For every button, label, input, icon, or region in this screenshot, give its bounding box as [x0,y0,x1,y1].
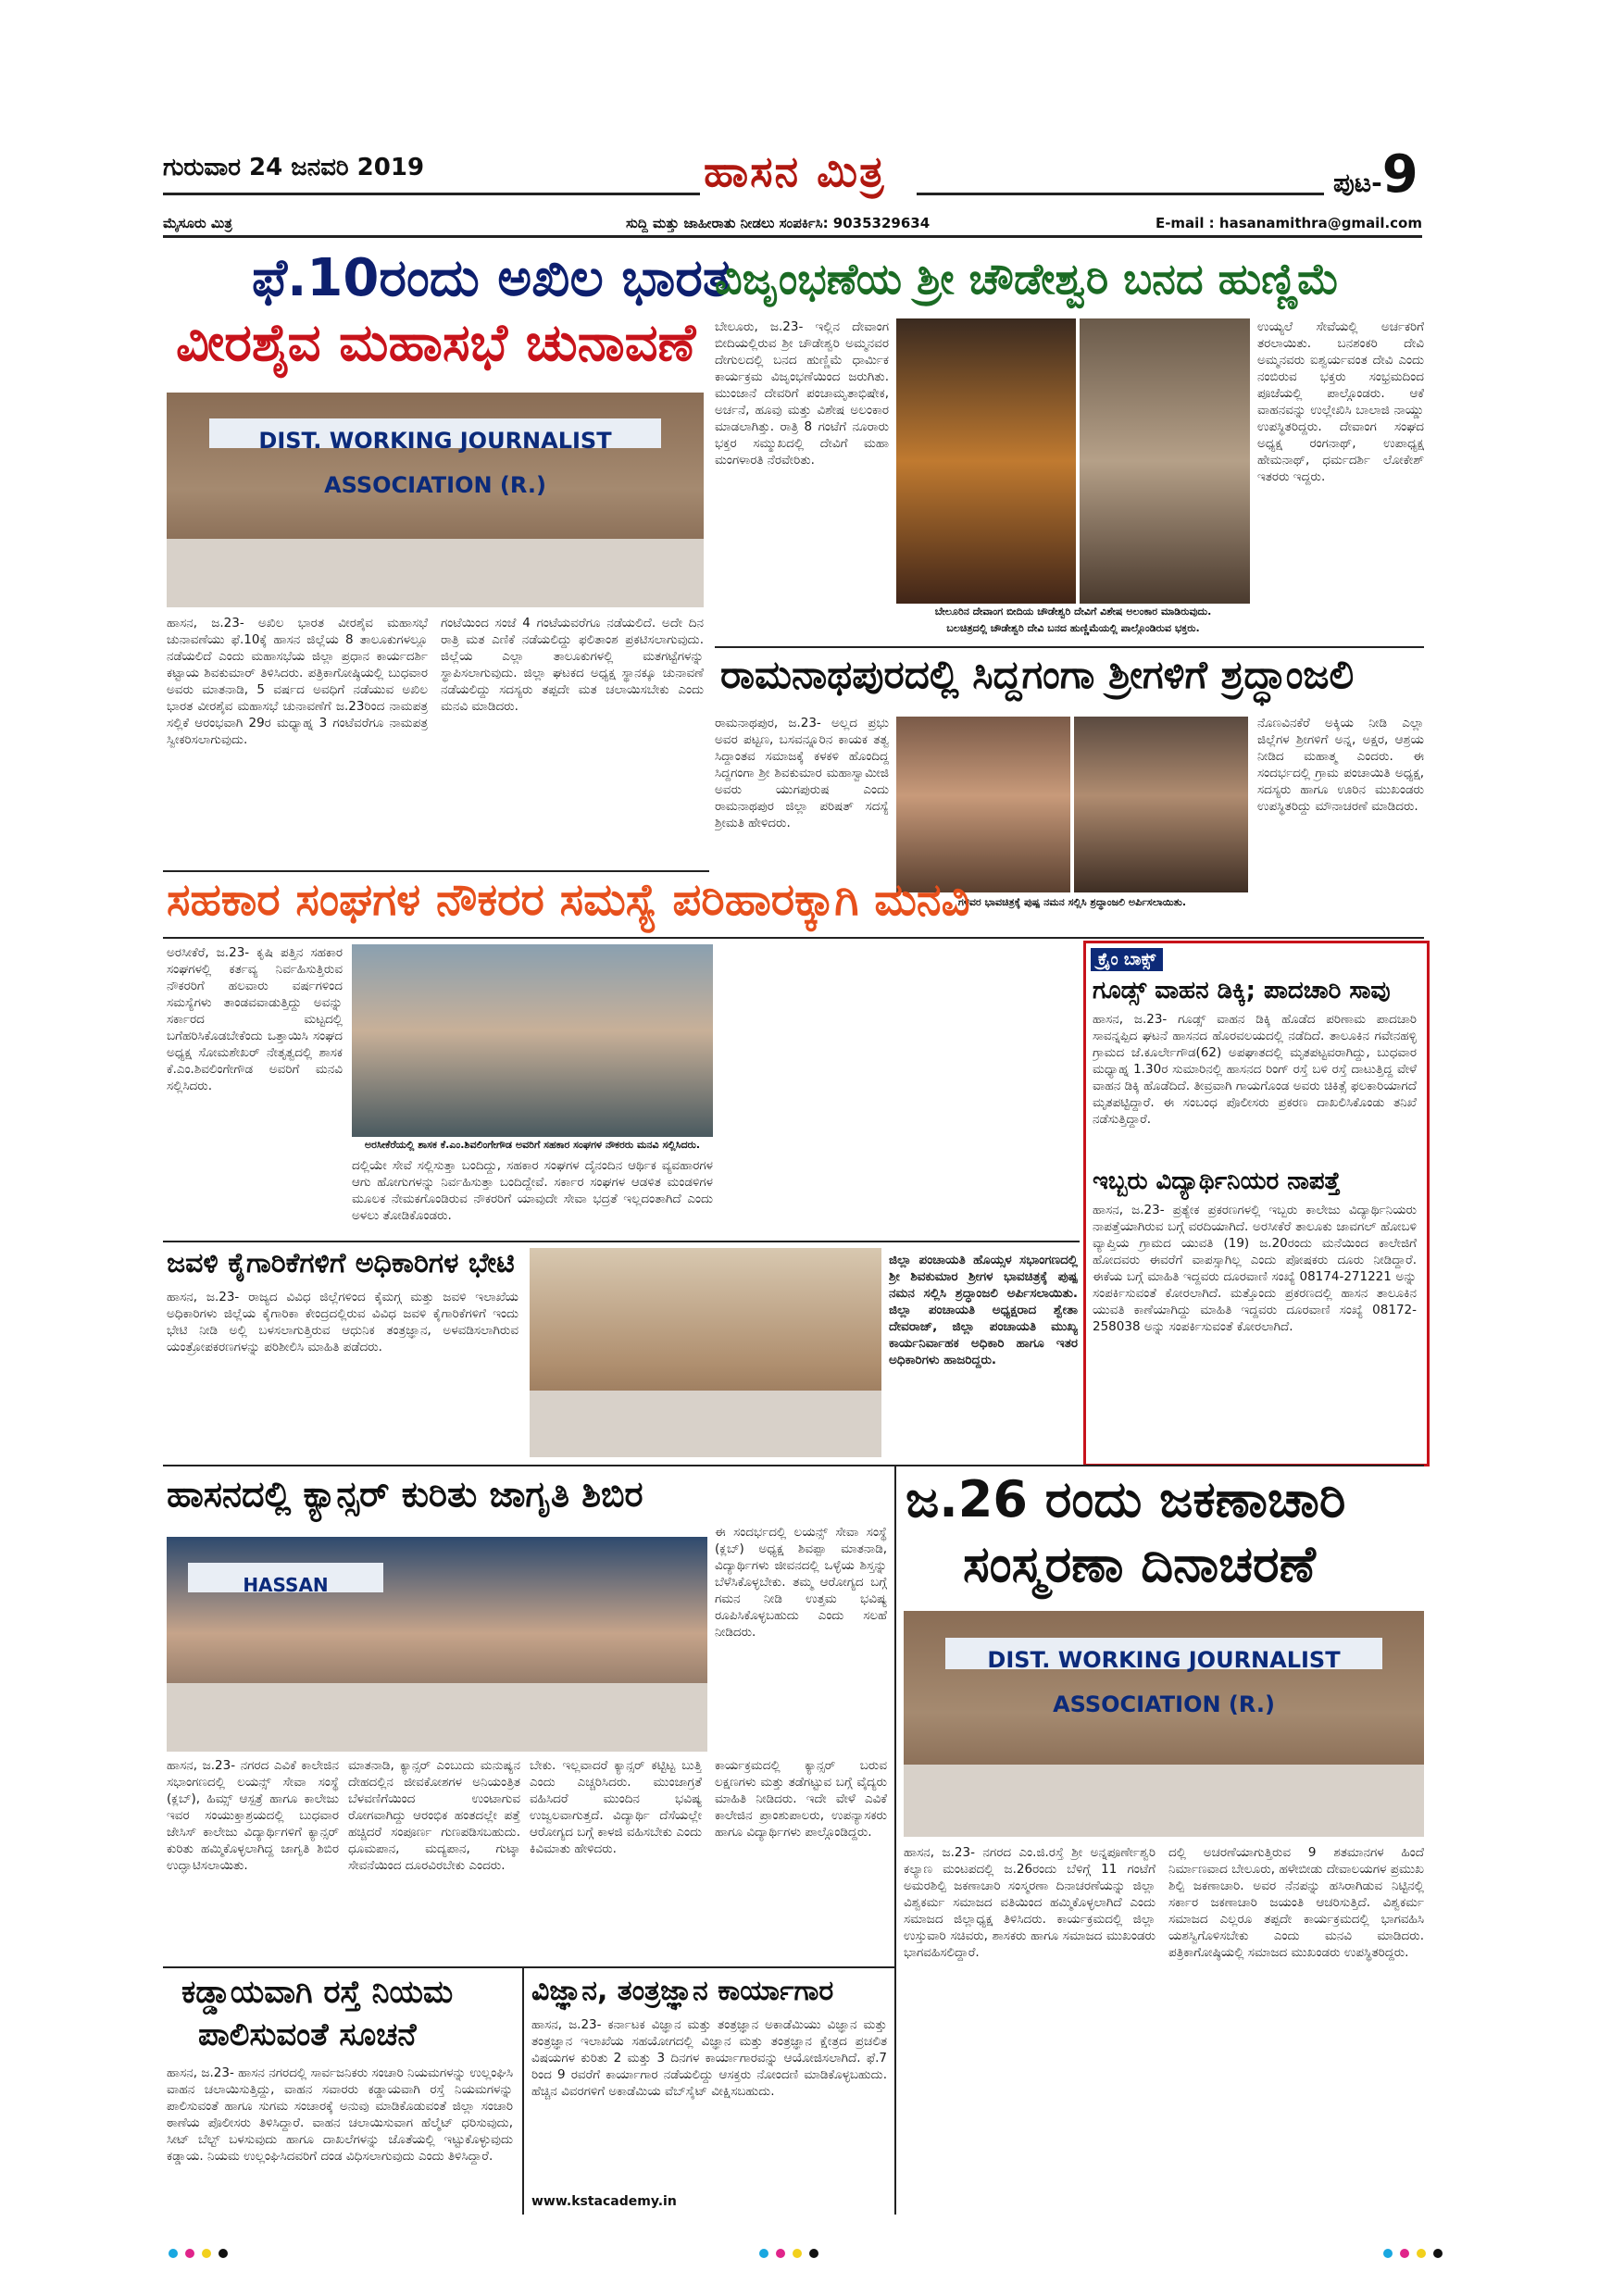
article-body-raste: ಹಾಸನ, ಜ.23- ಹಾಸನ ನಗರದಲ್ಲಿ ಸಾರ್ವಜನಿಕರು ಸಂಚಾರಿ ನಿಯಮಗಳನ್ನು ಉಲ್ಲಂಘಿಸಿ ವಾಹನ ಚಲಾಯಿಸುತ್ತಿದ್ದು, ವಾಹನ ಸವಾರರು ಕಡ್ಡಾಯವಾಗಿ ರಸ್ತೆ ನಿಯಮಗಳನ್ನು ಪಾಲಿಸುವಂತೆ ಹಾಗೂ ಸುಗಮ ಸಂಚಾರಕ್ಕೆ ಅನುವು ಮಾಡಿಕೊಡುವಂತೆ ಜಿಲ್ಲಾ ಸಂಚಾರಿ ಠಾಣೆಯ ಪೊಲೀಸರು ತಿಳಿಸಿದ್ದಾರೆ. ವಾಹನ ಚಲಾಯಿಸುವಾಗ ಹೆಲ್ಮೆಟ್ ಧರಿಸುವುದು, ಸೀಟ್ ಬೆಲ್ಟ್ ಬಳಸುವುದು ಹಾಗೂ ದಾಖಲೆಗಳನ್ನು ಜೊತೆಯಲ್ಲಿ ಇಟ್ಟುಕೊಳ್ಳುವುದು ಕಡ್ಡಾಯ. ನಿಯಮ ಉಲ್ಲಂಘಿಸಿದವರಿಗೆ ದಂಡ ವಿಧಿಸಲಾಗುವುದು ಎಂದು ತಿಳಿಸಿದ್ದಾರೆ. [167,2065,513,2164]
registration-marks-center [759,2244,826,2262]
caption-chowdeshwari-1: ಬೇಲೂರಿನ ದೇವಾಂಗ ಬೀದಿಯ ಚೌಡೇಶ್ವರಿ ದೇವಿಗೆ ವಿಶೇಷ ಅಲಂಕಾರ ಮಾಡಿರುವುದು. [896,605,1250,618]
photo-tribute-1 [896,717,1070,892]
caption-siddaganga: ಗಳವರ ಭಾವಚಿತ್ರಕ್ಕೆ ಪುಷ್ಪ ನಮನ ಸಲ್ಲಿಸಿ ಶ್ರದ್ಧಾಂಜಲಿ ಅರ್ಪಿಸಲಾಯಿತು. [896,896,1248,909]
article-body-cancer-2: ಮಾತನಾಡಿ, ಕ್ಯಾನ್ಸರ್ ಎಂಬುದು ಮನುಷ್ಯನ ದೇಹದಲ್ಲಿನ ಜೀವಕೋಶಗಳ ಅನಿಯಂತ್ರಿತ ಬೆಳವಣಿಗೆಯಿಂದ ಉಂಟಾಗುವ ರೋಗವಾಗಿದ್ದು ಆರಂಭಿಕ ಹಂತದಲ್ಲೇ ಪತ್ತೆ ಹಚ್ಚಿದರೆ ಸಂಪೂರ್ಣ ಗುಣಪಡಿಸಬಹುದು. ಧೂಮಪಾನ, ಮದ್ಯಪಾನ, ಗುಟ್ಕಾ ಸೇವನೆಯಿಂದ ದೂರವಿರಬೇಕು ಎಂದರು. [348,1758,520,1873]
divider [894,1466,896,2215]
crime-box-tag: ಕ್ರೈಂ ಬಾಕ್ಸ್ [1091,948,1163,971]
registration-marks-right [1383,2244,1450,2262]
caption-zp-tribute: ಜಿಲ್ಲಾ ಪಂಚಾಯತಿ ಹೊಯ್ಸಳ ಸಭಾಂಗಣದಲ್ಲಿ ಶ್ರೀ ಶಿವಕುಮಾರ ಶ್ರೀಗಳ ಭಾವಚಿತ್ರಕ್ಕೆ ಪುಷ್ಪ ನಮನ ಸಲ್ಲಿಸಿ ಶ್ರದ್ಧಾಂಜಲಿ ಅರ್ಪಿಸಲಾಯಿತು. ಜಿಲ್ಲಾ ಪಂಚಾಯತಿ ಅಧ್ಯಕ್ಷರಾದ ಶ್ವೇತಾ ದೇವರಾಜ್, ಜಿಲ್ಲಾ ಪಂಚಾಯತಿ ಮುಖ್ಯ ಕಾರ್ಯನಿರ್ವಾಹಕ ಅಧಿಕಾರಿ ಹಾಗೂ ಇತರ ಅಧಿಕಾರಿಗಳು ಹಾಜರಿದ್ದರು. [889,1253,1078,1367]
article-body-vijnana: ಹಾಸನ, ಜ.23- ಕರ್ನಾಟಕ ವಿಜ್ಞಾನ ಮತ್ತು ತಂತ್ರಜ್ಞಾನ ಅಕಾಡೆಮಿಯು ವಿಜ್ಞಾನ ಮತ್ತು ತಂತ್ರಜ್ಞಾನ ಇಲಾಖೆಯ ಸಹಯೋಗದಲ್ಲಿ ವಿಜ್ಞಾನ ಮತ್ತು ತಂತ್ರಜ್ಞಾನ ಕ್ಷೇತ್ರದ ಪ್ರಚಲಿತ ವಿಷಯಗಳ ಕುರಿತು 2 ಮತ್ತು 3 ದಿನಗಳ ಕಾರ್ಯಾಗಾರವನ್ನು ಆಯೋಜಿಸಲಾಗಿದೆ. ಫೆ.7 ರಿಂದ 9 ರವರೆಗೆ ಕಾರ್ಯಾಗಾರ ನಡೆಯಲಿದ್ದು ಆಸಕ್ತರು ನೋಂದಣಿ ಮಾಡಿಕೊಳ್ಳಬಹುದು. ಹೆಚ್ಚಿನ ವಿವರಗಳಿಗೆ ಅಕಾಡೆಮಿಯ ವೆಬ್‌ಸೈಟ್ ವೀಕ್ಷಿಸಬಹುದು. [531,2017,887,2099]
divider [163,937,1424,939]
headline-vijnana: ವಿಜ್ಞಾನ, ತಂತ್ರಜ್ಞಾನ ಕಾರ್ಯಾಗಾರ [531,1975,834,2007]
article-body-cancer-1: ಹಾಸನ, ಜ.23- ನಗರದ ಎವಿಕೆ ಕಾಲೇಜಿನ ಸಭಾಂಗಣದಲ್ಲಿ ಲಯನ್ಸ್ ಸೇವಾ ಸಂಸ್ಥೆ (ಕ್ಲಬ್), ಹಿಮ್ಸ್ ಆಸ್ಪತ್ರೆ ಹಾಗೂ ಕಾಲೇಜು ಇವರ ಸಂಯುಕ್ತಾಶ್ರಯದಲ್ಲಿ ಬುಧವಾರ ಜೇಸಿಸ್ ಕಾಲೇಜು ವಿದ್ಯಾರ್ಥಿಗಳಿಗೆ ಕ್ಯಾನ್ಸರ್ ಕುರಿತು ಹಮ್ಮಿಕೊಳ್ಳಲಾಗಿದ್ದ ಜಾಗೃತಿ ಶಿಬಿರ ಉದ್ಘಾಟಿಸಲಾಯಿತು. [167,1758,339,1873]
masthead-rule-left [163,193,700,195]
article-body-cancer-4: ಕಾರ್ಯಕ್ರಮದಲ್ಲಿ ಕ್ಯಾನ್ಸರ್ ಬರುವ ಲಕ್ಷಣಗಳು ಮತ್ತು ತಡೆಗಟ್ಟುವ ಬಗ್ಗೆ ವೈದ್ಯರು ಮಾಹಿತಿ ನೀಡಿದರು. ಇದೇ ವೇಳೆ ಎವಿಕೆ ಕಾಲೇಜಿನ ಪ್ರಾಂಶುಪಾಲರು, ಉಪನ್ಯಾಸಕರು ಹಾಗೂ ವಿದ್ಯಾರ್ಥಿಗಳು ಪಾಲ್ಗೊಂಡಿದ್ದರು. [715,1758,887,1840]
page-number: ಪುಟ-9 [1333,144,1418,205]
article-body-chowdeshwari-3: ಉಯ್ಯಲೆ ಸೇವೆಯಲ್ಲಿ ಅರ್ಚಕರಿಗೆ ತರಲಾಯಿತು. ಬನಶಂಕರಿ ದೇವಿ ಅಮ್ಮನವರು ಐಶ್ವರ್ಯವಂತ ದೇವಿ ಎಂದು ನಂಬಿರುವ ಭಕ್ತರು ಸಂಭ್ರಮದಿಂದ ಪೂಜೆಯಲ್ಲಿ ಪಾಲ್ಗೊಂಡರು. ಆಕೆ ವಾಹನವನ್ನು ಉಲ್ಲೇಖಿಸಿ ಬಾಲಾಜಿ ನಾಯ್ಡು ಉಪಸ್ಥಿತರಿದ್ದರು. ದೇವಾಂಗ ಸಂಘದ ಅಧ್ಯಕ್ಷ ರಂಗನಾಥ್, ಉಪಾಧ್ಯಕ್ಷ ಹೇಮನಾಥ್, ಧರ್ಮದರ್ಶಿ ಲೋಕೇಶ್ ಇತರರು ಇದ್ದರು. [1257,319,1424,484]
headline-chowdeshwari: ವಿಜೃಂಭಣೆಯ ಶ್ರೀ ಚೌಡೇಶ್ವರಿ ಬನದ ಹುಣ್ಣಿಮೆ [715,254,1340,304]
headline-sahakara: ಸಹಕಾರ ಸಂಘಗಳ ನೌಕರರ ಸಮಸ್ಯೆ ಪರಿಹಾರಕ್ಕಾಗಿ ಮನವಿ [167,874,970,926]
article-body-crime-2: ಹಾಸನ, ಜ.23- ಪ್ರತ್ಯೇಕ ಪ್ರಕರಣಗಳಲ್ಲಿ ಇಬ್ಬರು ಕಾಲೇಜು ವಿದ್ಯಾರ್ಥಿನಿಯರು ನಾಪತ್ತೆಯಾಗಿರುವ ಬಗ್ಗೆ ವರದಿಯಾಗಿದೆ. ಅರಸೀಕೆರೆ ತಾಲೂಕು ಜಾವಗಲ್ ಹೋಬಳಿ ವ್ಯಾಪ್ತಿಯ ಗ್ರಾಮದ ಯುವತಿ (19) ಜ.20ರಂದು ಮನೆಯಿಂದ ಕಾಲೇಜಿಗೆ ಹೋದವರು ಈವರೆಗೆ ವಾಪಸ್ಸಾಗಿಲ್ಲ ಎಂದು ಪೋಷಕರು ದೂರು ನೀಡಿದ್ದಾರೆ. ಈಕೆಯ ಬಗ್ಗೆ ಮಾಹಿತಿ ಇದ್ದವರು ದೂರವಾಣಿ ಸಂಖ್ಯೆ 08174-271221 ಅನ್ನು ಸಂಪರ್ಕಿಸುವಂತೆ ಕೋರಲಾಗಿದೆ. ಮತ್ತೊಂದು ಪ್ರಕರಣದಲ್ಲಿ ಹಾಸನ ತಾಲೂಕಿನ ಯುವತಿ ಕಾಣೆಯಾಗಿದ್ದು ಮಾಹಿತಿ ಇದ್ದವರು ದೂರವಾಣಿ ಸಂಖ್ಯೆ 08172-258038 ಅನ್ನು ಸಂಪರ್ಕಿಸುವಂತೆ ಕೋರಲಾಗಿದೆ. [1093,1203,1417,1334]
photo-tribute-2 [1074,717,1248,892]
email-info: E-mail : hasanamithra@gmail.com [1155,215,1422,231]
headline-cancer: ಹಾಸನದಲ್ಲಿ ಕ್ಯಾನ್ಸರ್ ಕುರಿತು ಜಾಗೃತಿ ಶಿಬಿರ [167,1474,643,1515]
headline-raste-2: ಪಾಲಿಸುವಂತೆ ಸೂಚನೆ [198,2016,417,2053]
photo-jakanachari-press: DIST. WORKING JOURNALIST ASSOCIATION (R.) [904,1611,1424,1837]
website-link[interactable]: www.kstacademy.in [531,2194,677,2209]
article-body-chowdeshwari-1: ಬೇಲೂರು, ಜ.23- ಇಲ್ಲಿನ ದೇವಾಂಗ ಬೀದಿಯಲ್ಲಿರುವ ಶ್ರೀ ಚೌಡೇಶ್ವರಿ ಅಮ್ಮನವರ ದೇಗುಲದಲ್ಲಿ ಬನದ ಹುಣ್ಣಿಮೆ ಧಾರ್ಮಿಕ ಕಾರ್ಯಕ್ರಮ ವಿಜೃಂಭಣೆಯಿಂದ ಜರುಗಿತು. ಮುಂಜಾನೆ ದೇವರಿಗೆ ಪಂಚಾಮೃತಾಭಿಷೇಕ, ಅರ್ಚನೆ, ಹೂವು ಮತ್ತು ವಿಶೇಷ ಅಲಂಕಾರ ಮಾಡಲಾಗಿತ್ತು. ರಾತ್ರಿ 8 ಗಂಟೆಗೆ ನೂರಾರು ಭಕ್ತರ ಸಮ್ಮುಖದಲ್ಲಿ ದೇವಿಗೆ ಮಹಾ ಮಂಗಳಾರತಿ ನೆರವೇರಿತು. [715,319,889,468]
article-body-siddaganga-3: ನೊಣವಿನಕೆರೆ ಅಕ್ಕಿಯ ನೀಡಿ ಎಲ್ಲಾ ಜಿಲ್ಲೆಗಳ ಶ್ರೀಗಳಿಗೆ ಅನ್ನ, ಅಕ್ಷರ, ಆಶ್ರಯ ನೀಡಿದ ಮಹಾತ್ಮ ಎಂದರು. ಈ ಸಂದರ್ಭದಲ್ಲಿ ಗ್ರಾಮ ಪಂಚಾಯಿತಿ ಅಧ್ಯಕ್ಷ, ಸದಸ್ಯರು ಹಾಗೂ ಊರಿನ ಮುಖಂಡರು ಉಪಸ್ಥಿತರಿದ್ದು ಮೌನಾಚರಣೆ ಮಾಡಿದರು. [1257,716,1424,814]
headline-siddaganga: ರಾಮನಾಥಪುರದಲ್ಲಿ ಸಿದ್ದಗಂಗಾ ಶ್ರೀಗಳಿಗೆ ಶ್ರದ್ಧಾಂಜಲಿ [720,652,1355,697]
issue-date: ಗುರುವಾರ 24 ಜನವರಿ 2019 [163,154,425,181]
article-body-sahakara-2: ದಲ್ಲಿಯೇ ಸೇವೆ ಸಲ್ಲಿಸುತ್ತಾ ಬಂದಿದ್ದು, ಸಹಕಾರ ಸಂಘಗಳ ದೈನಂದಿನ ಆರ್ಥಿಕ ವ್ಯವಹಾರಗಳ ಆಗು ಹೋಗುಗಳನ್ನು ನಿರ್ವಹಿಸುತ್ತಾ ಬಂದಿದ್ದೇವೆ. ಸರ್ಕಾರ ಸಂಘಗಳ ಆಡಳಿತ ಮಂಡಳಿಗಳ ಮೂಲಕ ನೇಮಕಗೊಂಡಿರುವ ನೌಕರರಿಗೆ ಯಾವುದೇ ಸೇವಾ ಭದ್ರತೆ ಇಲ್ಲದಂತಾಗಿದೆ ಎಂದು ಅಳಲು ತೋಡಿಕೊಂಡರು. [352,1158,713,1223]
article-body-javali: ಹಾಸನ, ಜ.23- ರಾಜ್ಯದ ವಿವಿಧ ಜಿಲ್ಲೆಗಳಿಂದ ಕೈಮಗ್ಗ ಮತ್ತು ಜವಳಿ ಇಲಾಖೆಯ ಅಧಿಕಾರಿಗಳು ಜಿಲ್ಲೆಯ ಕೈಗಾರಿಕಾ ಕೇಂದ್ರದಲ್ಲಿರುವ ವಿವಿಧ ಜವಳಿ ಕೈಗಾರಿಕೆಗಳಿಗೆ ಇಂದು ಭೇಟಿ ನೀಡಿ ಅಲ್ಲಿ ಬಳಸಲಾಗುತ್ತಿರುವ ಆಧುನಿಕ ತಂತ್ರಜ್ಞಾನ, ಅಳವಡಿಸಲಾಗಿರುವ ಯಂತ್ರೋಪಕರಣಗಳನ್ನು ಪರಿಶೀಲಿಸಿ ಮಾಹಿತಿ ಪಡೆದರು. [167,1290,518,1354]
photo-press-meet: DIST. WORKING JOURNALIST ASSOCIATION (R.) [167,393,704,607]
article-body-cancer-right: ಈ ಸಂದರ್ಭದಲ್ಲಿ ಲಯನ್ಸ್ ಸೇವಾ ಸಂಸ್ಥೆ (ಕ್ಲಬ್) ಅಧ್ಯಕ್ಷ ಶಿವಪ್ಪಾ ಮಾತನಾಡಿ, ವಿದ್ಯಾರ್ಥಿಗಳು ಜೀವನದಲ್ಲಿ ಒಳ್ಳೆಯ ಶಿಸ್ತನ್ನು ಬೆಳೆಸಿಕೊಳ್ಳಬೇಕು. ತಮ್ಮ ಆರೋಗ್ಯದ ಬಗ್ಗೆ ಗಮನ ನೀಡಿ ಉತ್ತಮ ಭವಿಷ್ಯ ರೂಪಿಸಿಕೊಳ್ಳಬಹುದು ಎಂದು ಸಲಹೆ ನೀಡಿದರು. [715,1525,887,1640]
article-body-siddaganga-1: ರಾಮನಾಥಪುರ, ಜ.23- ಅಲ್ಲದ ಪ್ರಭು ಅವರ ಪಟ್ಟಣ, ಬಸವನ್ನೂರಿನ ಕಾಯಕ ತತ್ವ ಸಿದ್ದಾಂತವ ಸಮಾಜಕ್ಕೆ ಕಳಕಳಿ ಹೊಂದಿದ್ದ ಸಿದ್ದಗಂಗಾ ಶ್ರೀ ಶಿವಕುಮಾರ ಮಹಾಸ್ವಾಮೀಜಿ ಅವರು ಯುಗಪುರುಷ ಎಂದು ರಾಮನಾಥಪುರ ಜಿಲ್ಲಾ ಪರಿಷತ್ ಸದಸ್ಯೆ ಶ್ರೀಮತಿ ಹೇಳಿದರು. [715,716,889,830]
headline-crime-2: ಇಬ್ಬರು ವಿದ್ಯಾರ್ಥಿನಿಯರ ನಾಪತ್ತೆ [1093,1167,1341,1195]
headline-javali: ಜವಳಿ ಕೈಗಾರಿಕೆಗಳಿಗೆ ಅಧಿಕಾರಿಗಳ ಭೇಟಿ [167,1247,515,1279]
contact-info: ಸುದ್ದಿ ಮತ್ತು ಜಾಹೀರಾತು ನೀಡಲು ಸಂಪರ್ಕಿಸಿ: 9035329634 [626,215,931,231]
masthead-rule-right [917,193,1324,195]
divider [522,1966,524,2215]
article-body-veerashaiva-2: ಗಂಟೆಯಿಂದ ಸಂಜೆ 4 ಗಂಟೆಯವರೆಗೂ ನಡೆಯಲಿದೆ. ಅದೇ ದಿನ ರಾತ್ರಿ ಮತ ಎಣಿಕೆ ನಡೆಯಲಿದ್ದು ಫಲಿತಾಂಶ ಪ್ರಕಟಿಸಲಾಗುವುದು. ಜಿಲ್ಲೆಯ ಎಲ್ಲಾ ತಾಲೂಕುಗಳಲ್ಲಿ ಮತಗಟ್ಟೆಗಳನ್ನು ಸ್ಥಾಪಿಸಲಾಗುವುದು. ಜಿಲ್ಲಾ ಘಟಕದ ಅಧ್ಯಕ್ಷ ಸ್ಥಾನಕ್ಕೂ ಚುನಾವಣೆ ನಡೆಯಲಿದ್ದು ಸದಸ್ಯರು ತಪ್ಪದೇ ಮತ ಚಲಾಯಿಸಬೇಕು ಎಂದು ಮನವಿ ಮಾಡಿದರು. [441,616,704,714]
photo-goddess-idol [896,318,1076,604]
article-body-sahakara-1: ಅರಸೀಕೆರೆ, ಜ.23- ಕೃಷಿ ಪತ್ತಿನ ಸಹಕಾರ ಸಂಘಗಳಲ್ಲಿ ಕರ್ತವ್ಯ ನಿರ್ವಹಿಸುತ್ತಿರುವ ನೌಕರರಿಗೆ ಹಲವಾರು ವರ್ಷಗಳಿಂದ ಸಮಸ್ಯೆಗಳು ತಾಂಡವವಾಡುತ್ತಿದ್ದು ಅವನ್ನು ಸರ್ಕಾರದ ಮಟ್ಟದಲ್ಲಿ ಬಗೆಹರಿಸಿಕೊಡಬೇಕೆಂದು ಒತ್ತಾಯಿಸಿ ಸಂಘದ ಅಧ್ಯಕ್ಷ ಸೋಮಶೇಖರ್ ನೇತೃತ್ವದಲ್ಲಿ ಶಾಸಕ ಕೆ.ಎಂ.ಶಿವಲಿಂಗೇಗೌಡ ಅವರಿಗೆ ಮನವಿ ಸಲ್ಲಿಸಿದರು. [167,945,343,1093]
headline-jakanachari-1: ಜ.26 ರಂದು ಜಕಣಾಚಾರಿ [906,1470,1346,1529]
headline-veerashaiva-1: ಫೆ.10ರಂದು ಅಖಿಲ ಭಾರತ [252,248,731,308]
headline-jakanachari-2: ಸಂಸ್ಮರಣಾ ದಿನಾಚರಣೆ [963,1535,1316,1593]
article-body-jakanachari-1: ಹಾಸನ, ಜ.23- ನಗರದ ಎಂ.ಜಿ.ರಸ್ತೆ ಶ್ರೀ ಅನ್ನಪೂರ್ಣೇಶ್ವರಿ ಕಲ್ಯಾಣ ಮಂಟಪದಲ್ಲಿ ಜ.26ರಂದು ಬೆಳಿಗ್ಗೆ 11 ಗಂಟೆಗೆ ಅಮರಶಿಲ್ಪಿ ಜಕಣಾಚಾರಿ ಸಂಸ್ಮರಣಾ ದಿನಾಚರಣೆಯನ್ನು ಜಿಲ್ಲಾ ವಿಶ್ವಕರ್ಮ ಸಮಾಜದ ವತಿಯಿಂದ ಹಮ್ಮಿಕೊಳ್ಳಲಾಗಿದೆ ಎಂದು ಸಮಾಜದ ಜಿಲ್ಲಾಧ್ಯಕ್ಷ ತಿಳಿಸಿದರು. ಕಾರ್ಯಕ್ರಮದಲ್ಲಿ ಜಿಲ್ಲಾ ಉಸ್ತುವಾರಿ ಸಚಿವರು, ಶಾಸಕರು ಹಾಗೂ ಸಮಾಜದ ಮುಖಂಡರು ಭಾಗವಹಿಸಲಿದ್ದಾರೆ. [904,1845,1156,1960]
headline-crime-1: ಗೂಡ್ಸ್ ವಾಹನ ಡಿಕ್ಕಿ; ಪಾದಚಾರಿ ಸಾವು [1093,977,1391,1004]
article-body-crime-1: ಹಾಸನ, ಜ.23- ಗೂಡ್ಸ್ ವಾಹನ ಡಿಕ್ಕಿ ಹೊಡೆದ ಪರಿಣಾಮ ಪಾದಚಾರಿ ಸಾವನ್ನಪ್ಪಿದ ಘಟನೆ ಹಾಸನದ ಹೊರವಲಯದಲ್ಲಿ ನಡೆದಿದೆ. ತಾಲೂಕಿನ ಗವೇನಹಳ್ಳಿ ಗ್ರಾಮದ ಜೆ.ಕೂರ್ಲೇಗೌಡ(62) ಅಪಘಾತದಲ್ಲಿ ಮೃತಪಟ್ಟವರಾಗಿದ್ದು, ಬುಧವಾರ ಮಧ್ಯಾಹ್ನ 1.30ರ ಸುಮಾರಿನಲ್ಲಿ ಹಾಸನದ ರಿಂಗ್ ರಸ್ತೆ ಬಳಿ ರಸ್ತೆ ದಾಟುತ್ತಿದ್ದ ವೇಳೆ ವಾಹನ ಡಿಕ್ಕಿ ಹೊಡೆದಿದೆ. ತೀವ್ರವಾಗಿ ಗಾಯಗೊಂಡ ಅವರು ಚಿಕಿತ್ಸೆ ಫಲಕಾರಿಯಾಗದೆ ಮೃತಪಟ್ಟಿದ್ದಾರೆ. ಈ ಸಂಬಂಧ ಪೊಲೀಸರು ಪ್ರಕರಣ ದಾಖಲಿಸಿಕೊಂಡು ತನಿಖೆ ನಡೆಸುತ್ತಿದ್ದಾರೆ. [1093,1012,1417,1127]
photo-zp-tribute [530,1248,881,1457]
caption-chowdeshwari-2: ಬಲಚಿತ್ರದಲ್ಲಿ ಚೌಡೇಶ್ವರಿ ದೇವಿ ಬನದ ಹುಣ್ಣಿಮೆಯಲ್ಲಿ ಪಾಲ್ಗೊಂಡಿರುವ ಭಕ್ತರು. [896,622,1250,635]
divider [715,646,1424,648]
divider [163,1966,894,1968]
edition-label: ಮೈಸೂರು ಮಿತ್ರ [163,215,232,231]
paper-masthead: ಹಾಸನ ಮಿತ್ರ [704,146,886,196]
divider [163,1241,1080,1242]
headline-veerashaiva-2: ವೀರಶೈವ ಮಹಾಸಭೆ ಚುನಾವಣೆ [176,313,696,373]
divider [163,1465,1424,1466]
contact-band [163,213,1422,238]
article-body-jakanachari-2: ದಲ್ಲಿ ಅಚರಣೆಯಾಗುತ್ತಿರುವ 9 ಶತಮಾನಗಳ ಹಿಂದೆ ನಿರ್ಮಾಣವಾದ ಬೇಲೂರು, ಹಳೇಬೀಡು ದೇವಾಲಯಗಳ ಪ್ರಮುಖ ಶಿಲ್ಪಿ ಜಕಣಾಚಾರಿ. ಅವರ ನೆನಪನ್ನು ಹಸಿರಾಗಿಡುವ ನಿಟ್ಟಿನಲ್ಲಿ ಸರ್ಕಾರ ಜಕಣಾಚಾರಿ ಜಯಂತಿ ಆಚರಿಸುತ್ತಿದೆ. ವಿಶ್ವಕರ್ಮ ಸಮಾಜದ ಎಲ್ಲರೂ ತಪ್ಪದೇ ಕಾರ್ಯಕ್ರಮದಲ್ಲಿ ಭಾಗವಹಿಸಿ ಯಶಸ್ವಿಗೊಳಿಸಬೇಕು ಎಂದು ಮನವಿ ಮಾಡಿದರು. ಪತ್ರಿಕಾಗೋಷ್ಠಿಯಲ್ಲಿ ಸಮಾಜದ ಮುಖಂಡರು ಉಪಸ್ಥಿತರಿದ್ದರು. [1168,1845,1424,1960]
caption-sahakara: ಅರಸೀಕೆರೆಯಲ್ಲಿ ಶಾಸಕ ಕೆ.ಎಂ.ಶಿವಲಿಂಗೇಗೌಡ ಅವರಿಗೆ ಸಹಕಾರ ಸಂಘಗಳ ನೌಕರರು ಮನವಿ ಸಲ್ಲಿಸಿದರು. [352,1139,713,1152]
article-body-veerashaiva-1: ಹಾಸನ, ಜ.23- ಅಖಿಲ ಭಾರತ ವೀರಶೈವ ಮಹಾಸಭೆ ಚುನಾವಣೆಯು ಫೆ.10ಕ್ಕೆ ಹಾಸನ ಜಿಲ್ಲೆಯ 8 ತಾಲೂಕುಗಳಲ್ಲೂ ನಡೆಯಲಿದೆ ಎಂದು ಮಹಾಸಭೆಯ ಜಿಲ್ಲಾ ಪ್ರಧಾನ ಕಾರ್ಯದರ್ಶಿ ಕಟ್ಟಾಯ ಶಿವಕುಮಾರ್ ತಿಳಿಸಿದರು. ಪತ್ರಿಕಾಗೋಷ್ಠಿಯಲ್ಲಿ ಬುಧವಾರ ಅವರು ಮಾತನಾಡಿ, 5 ವರ್ಷದ ಅವಧಿಗೆ ನಡೆಯುವ ಅಖಿಲ ಭಾರತ ವೀರಶೈವ ಮಹಾಸಭೆ ಚುನಾವಣೆಗೆ ಜ.23ರಿಂದ ನಾಮಪತ್ರ ಸಲ್ಲಿಕೆ ಆರಂಭವಾಗಿ 29ರ ಮಧ್ಯಾಹ್ನ 3 ಗಂಟೆವರೆಗೂ ನಾಮಪತ್ರ ಸ್ವೀಕರಿಸಲಾಗುವುದು. [167,616,428,747]
photo-devotees [1080,318,1250,604]
registration-marks-left [169,2244,235,2262]
photo-cancer-camp: HASSAN [167,1537,707,1752]
headline-raste-1: ಕಡ್ಡಾಯವಾಗಿ ರಸ್ತೆ ನಿಯಮ [181,1974,454,2011]
divider [163,870,709,872]
article-body-cancer-3: ಬೇಕು. ಇಲ್ಲವಾದರೆ ಕ್ಯಾನ್ಸರ್ ಕಟ್ಟಿಟ್ಟ ಬುತ್ತಿ ಎಂದು ಎಚ್ಚರಿಸಿದರು. ಮುಂಜಾಗ್ರತೆ ವಹಿಸಿದರೆ ಮುಂದಿನ ಭವಿಷ್ಯ ಉಜ್ವಲವಾಗುತ್ತದೆ. ವಿದ್ಯಾರ್ಥಿ ದೆಸೆಯಲ್ಲೇ ಆರೋಗ್ಯದ ಬಗ್ಗೆ ಕಾಳಜಿ ವಹಿಸಬೇಕು ಎಂದು ಕಿವಿಮಾತು ಹೇಳಿದರು. [530,1758,702,1856]
photo-petition [352,944,713,1137]
